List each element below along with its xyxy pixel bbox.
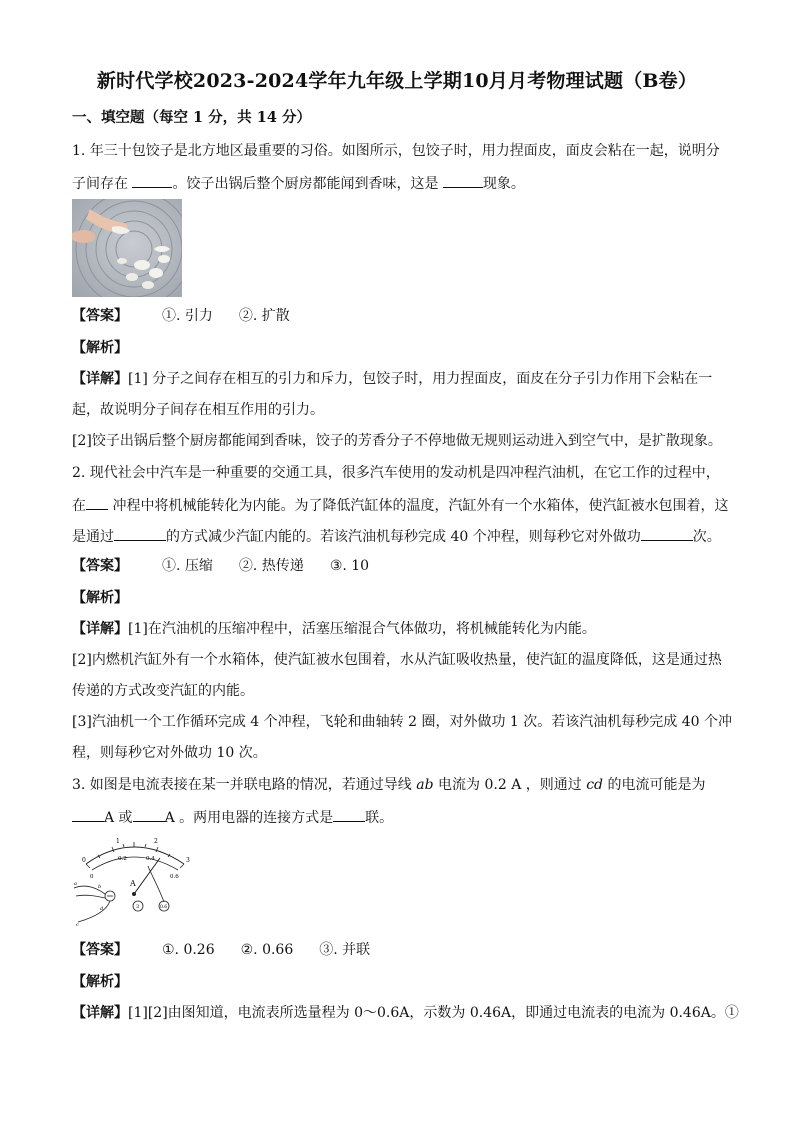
answer-item: ③. 并联	[319, 942, 371, 958]
wire-label-cd: cd	[586, 777, 604, 793]
answer-item: ①. 引力	[162, 308, 213, 324]
ammeter-svg	[72, 836, 202, 928]
answer-item: ②. 扩散	[238, 308, 290, 324]
q1-detail-line2: 起，故说明分子间存在相互作用的引力。	[72, 402, 324, 418]
q3-text: 电流为 0.2 A ，则通过	[433, 777, 587, 793]
q2-detail-line1	[72, 620, 596, 638]
detail-tag: 【详解】	[72, 1005, 128, 1021]
terminal-label-06: 0.6	[160, 905, 168, 910]
answer-tag: 【答案】	[72, 308, 128, 324]
q3-text-line1	[72, 776, 705, 794]
q3-text: 的电流可能是为	[603, 777, 706, 793]
q1-answer	[72, 307, 316, 325]
terminal-label-3: 3	[136, 904, 140, 910]
wire-a: a	[74, 881, 77, 887]
scale-top-3: 3	[186, 857, 190, 864]
wire-d: d	[100, 906, 104, 912]
answer-item: ②. 热传递	[238, 558, 304, 574]
q1-text-line1: 1. 年三十包饺子是北方地区最重要的习俗。如图所示，包饺子时，用力捏面皮，面皮会粘在一起，说明分	[72, 143, 720, 159]
answer-blank	[114, 526, 166, 541]
dumpling-photo	[72, 199, 182, 297]
meter-unit: A	[130, 879, 136, 888]
wire-c: c	[76, 922, 79, 928]
q3-answer	[72, 941, 396, 959]
q3-text: A 。两用电器的连接方式是	[164, 810, 334, 826]
q3-text-line2	[72, 807, 393, 827]
q1-text: 子间存在	[72, 176, 133, 192]
q2-answer	[72, 557, 395, 575]
answer-item: ③. 10	[329, 558, 370, 574]
detail-text: [1] 分子之间存在相互的引力和斥力，包饺子时，用力捏面皮，面皮在分子引力作用下会粘在一	[128, 371, 713, 387]
q2-text: 在	[72, 498, 86, 514]
scale-top-1: 1	[116, 838, 120, 845]
scale-bottom-1: 0.2	[118, 856, 127, 862]
detail-text: [1]在汽油机的压缩冲程中，活塞压缩混合气体做功，将机械能转化为内能。	[128, 621, 596, 637]
scale-bottom-2: 0.4	[146, 856, 155, 862]
section-heading: 一、填空题（每空 1 分，共 14 分）	[72, 109, 311, 126]
q2-text: 的方式减少汽缸内能的。若该汽油机每秒完成 40 个冲程，则每秒它对外做功	[166, 529, 641, 545]
q2-text: 冲程中将机械能转化为内能。为了降低汽缸体的温度，汽缸外有一个水箱体，使汽缸被水包围着，这	[108, 498, 729, 514]
q2-detail-line3: 传递的方式改变汽缸的内能。	[72, 683, 254, 699]
detail-tag: 【详解】	[72, 621, 128, 637]
q3-text: 联。	[365, 810, 394, 826]
answer-item: ①. 压缩	[162, 558, 213, 574]
scale-bottom-0: 0	[90, 874, 94, 880]
answer-item: ①. 0.26	[162, 942, 215, 958]
q1-text: 。饺子出锅后整个厨房都能闻到香味，这是	[172, 176, 443, 192]
analysis-tag: 【解析】	[72, 974, 128, 990]
answer-blank	[333, 807, 365, 822]
meter-needle	[134, 858, 160, 894]
answer-blank	[132, 173, 172, 188]
scale-bottom-3: 0.6	[170, 874, 179, 880]
q2-text-line2	[72, 495, 728, 515]
detail-tag: 【详解】	[72, 371, 128, 387]
q2-detail-line4: [3]汽油机一个工作循环完成 4 个冲程，飞轮和曲轴转 2 圈，对外做功 1 次。若该汽油机每秒完成 40 个冲	[72, 714, 732, 730]
q2-detail-line2: [2]内燃机汽缸外有一个水箱体，使汽缸被水包围着，水从汽缸吸收热量，使汽缸的温度降低，这是通过热	[72, 652, 722, 668]
answer-blank	[72, 807, 104, 822]
q2-text-line1: 2. 现代社会中汽车是一种重要的交通工具，很多汽车使用的发动机是四冲程汽油机，在它工作的过程中，	[72, 465, 720, 481]
answer-tag: 【答案】	[72, 558, 128, 574]
q3-text: A 或	[104, 810, 133, 826]
q1-detail-line3: [2]饺子出锅后整个厨房都能闻到香味，饺子的芳香分子不停地做无规则运动进入到空气中，是扩散现象。	[72, 433, 722, 449]
answer-blank	[86, 495, 108, 510]
q1-detail-line1	[72, 370, 712, 388]
q2-text: 是通过	[72, 529, 114, 545]
dumpling-photo-image	[72, 199, 182, 297]
wire-b: b	[98, 884, 102, 890]
ammeter-diagram	[72, 836, 202, 928]
analysis-tag: 【解析】	[72, 590, 128, 606]
answer-item: ②. 0.66	[240, 942, 294, 958]
analysis-tag: 【解析】	[72, 340, 128, 356]
scale-top-0: 0	[82, 857, 86, 864]
q2-text-line3	[72, 526, 721, 546]
answer-blank	[443, 173, 483, 188]
answer-blank	[641, 526, 693, 541]
answer-tag: 【答案】	[72, 942, 128, 958]
detail-text: [1][2]由图知道，电流表所选量程为 0～0.6A，示数为 0.46A，即通过电流表的电流为 0.46A。①	[128, 1005, 739, 1021]
wire-label-ab: ab	[416, 777, 434, 793]
q3-text: 3. 如图是电流表接在某一并联电路的情况，若通过导线	[72, 777, 417, 793]
q1-text: 现象。	[482, 176, 525, 192]
q2-text: 次。	[692, 529, 721, 545]
q2-detail-line5: 程，则每秒它对外做功 10 次。	[72, 745, 267, 761]
page-title: 新时代学校2023-2024学年九年级上学期10月月考物理试题（B卷）	[96, 70, 698, 92]
needle-pivot	[132, 892, 136, 896]
q1-text-line2	[72, 173, 525, 193]
scale-top-2: 2	[154, 838, 158, 845]
answer-blank	[133, 807, 165, 822]
q3-detail-line1	[72, 1004, 739, 1022]
